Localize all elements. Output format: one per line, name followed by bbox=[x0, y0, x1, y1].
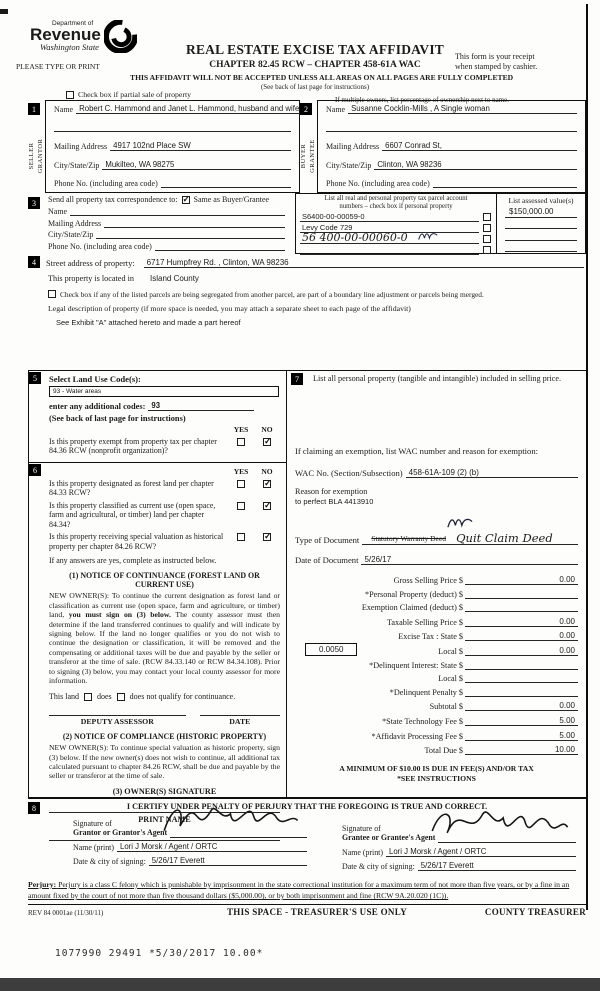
certification-section bbox=[28, 797, 586, 878]
owners-signature-caption: (3) OWNER(S) SIGNATURE bbox=[112, 786, 217, 796]
fee-label-exemption: Exemption Claimed (deduct) $ bbox=[361, 603, 463, 613]
corr-name-line bbox=[70, 207, 285, 216]
form-title: REAL ESTATE EXCISE TAX AFFIDAVIT bbox=[186, 42, 444, 57]
seller-mailing-label: Mailing Address bbox=[54, 142, 108, 151]
parcel-number-4 bbox=[300, 254, 479, 255]
corr-phone-line bbox=[155, 242, 285, 251]
forest-no-checkbox[interactable] bbox=[263, 480, 271, 488]
exempt-no-checkbox[interactable] bbox=[263, 438, 271, 446]
assessed-value-3 bbox=[505, 230, 577, 241]
assessed-value-2 bbox=[505, 219, 577, 230]
fee-label-processing-fee: *Affidavit Processing Fee $ bbox=[371, 731, 463, 741]
fee-label-personal: *Personal Property (deduct) $ bbox=[365, 589, 463, 599]
same-as-buyer-label: Same as Buyer/Grantee bbox=[193, 195, 270, 204]
grantee-name-value: Lori J Morsk / Agent / ORTC bbox=[388, 846, 487, 856]
form-instructions: (See back of last page for instructions) bbox=[260, 83, 370, 91]
logo-state-text: Washington State bbox=[40, 42, 99, 52]
section-3-badge: 3 bbox=[28, 197, 40, 209]
historic-question: Is this property receiving special valuation as historical property per chapter 84.26 RCW? bbox=[49, 532, 224, 551]
parcel-2-checkbox[interactable] bbox=[483, 224, 491, 232]
initials-scribble bbox=[416, 231, 440, 243]
initials-scribble-2 bbox=[445, 516, 475, 531]
correspondence-send-label: Send all property tax correspondence to: bbox=[48, 195, 178, 204]
grantor-date-label: Date & city of signing: bbox=[73, 856, 146, 866]
seller-name-label: Name bbox=[54, 105, 74, 114]
corr-name-label: Name bbox=[48, 206, 68, 216]
seller-phone-label: Phone No. (including area code) bbox=[54, 179, 158, 188]
seller-section bbox=[28, 100, 300, 193]
date-of-document-value: 5/26/17 bbox=[364, 555, 392, 565]
form-subtitle: CHAPTER 82.45 RCW – CHAPTER 458-61A WAC bbox=[209, 60, 421, 70]
forest-land-question: Is this property designated as forest land per chapter 84.33 RCW? bbox=[49, 479, 214, 498]
assessed-values-box bbox=[497, 193, 586, 254]
notice-continuance-title: (1) NOTICE OF CONTINUANCE (FOREST LAND OR CURRENT USE) bbox=[69, 571, 260, 590]
current-use-yes-checkbox[interactable] bbox=[237, 502, 245, 510]
corr-mailing-label: Mailing Address bbox=[48, 218, 102, 228]
if-yes-note: If any answers are yes, complete as instructed below. bbox=[49, 556, 217, 566]
legal-description-value: See Exhibit "A" attached hereto and made a part hereof bbox=[56, 318, 241, 327]
date-line: DATE bbox=[200, 715, 280, 726]
assessed-value-4 bbox=[505, 242, 577, 253]
type-or-print-note: PLEASE TYPE OR PRINT bbox=[16, 62, 100, 71]
fee-amount-taxable: 0.00 bbox=[559, 616, 575, 626]
parcel-levy-code: Levy Code 729 bbox=[300, 223, 479, 233]
classification-section bbox=[29, 463, 286, 841]
fee-label-delinq-interest: *Delinquent Interest: State $ bbox=[369, 660, 463, 670]
struck-document-type: Statutory Warranty Deed bbox=[371, 534, 446, 544]
assessed-value-1: $150,000.00 bbox=[505, 207, 577, 218]
reason-value: to perfect BLA 4413910 bbox=[295, 497, 374, 507]
land-use-title: Select Land Use Code(s): bbox=[49, 374, 141, 384]
type-of-document-label: Type of Document bbox=[295, 535, 360, 546]
parcel-box-header: List all real and personal property tax parcel account numbers – check box if personal property bbox=[324, 195, 468, 210]
print-name-caption: PRINT NAME bbox=[138, 814, 191, 824]
partial-sale-checkbox[interactable] bbox=[66, 91, 74, 99]
does-not-checkbox[interactable] bbox=[117, 693, 125, 701]
notice-compliance-title: (2) NOTICE OF COMPLIANCE (HISTORIC PROPERTY) bbox=[62, 732, 267, 742]
multiple-owners-note: If multiple owners, list percentage of ownership next to name. bbox=[335, 96, 509, 104]
buyer-city-label: City/State/Zip bbox=[326, 161, 372, 170]
this-land-label: This land bbox=[49, 692, 79, 702]
historic-no-checkbox[interactable] bbox=[263, 533, 271, 541]
minimum-fee-note: A MINIMUM OF $10.00 IS DUE IN FEE(S) AND/OR TAX *SEE INSTRUCTIONS bbox=[339, 764, 534, 784]
additional-codes-label: enter any additional codes: bbox=[49, 402, 146, 411]
seller-city-label: City/State/Zip bbox=[54, 161, 100, 170]
street-address-value: 6717 Humpfrey Rd. , Clinton, WA 98236 bbox=[146, 258, 289, 267]
grantor-name-value: Lori J Morsk / Agent / ORTC bbox=[119, 841, 218, 851]
street-address-label: Street address of property: bbox=[46, 259, 135, 268]
certify-statement: I CERTIFY UNDER PENALTY OF PERJURY THAT THE FOREGOING IS TRUE AND CORRECT. bbox=[126, 802, 488, 811]
dor-logo bbox=[30, 20, 137, 55]
fee-label-delinq-local: Local $ bbox=[438, 674, 463, 684]
buyer-mailing-label: Mailing Address bbox=[326, 142, 380, 151]
grantee-signature-line bbox=[438, 834, 576, 843]
parcel-number-handwritten: 56 400-00-00060-0 bbox=[302, 230, 408, 244]
buyer-phone-label: Phone No. (including area code) bbox=[326, 179, 430, 188]
treasurer-space-label: THIS SPACE - TREASURER'S USE ONLY bbox=[226, 907, 408, 917]
fee-label-local: 0.0050 Local $ bbox=[295, 647, 463, 656]
page-edge-line bbox=[586, 4, 588, 910]
fee-label-subtotal: Subtotal $ bbox=[429, 702, 463, 712]
forest-yes-checkbox[interactable] bbox=[237, 480, 245, 488]
fee-label-tech-fee: *State Technology Fee $ bbox=[382, 717, 463, 726]
cashier-stamp: 1077990 29491 *5/30/2017 10.00* bbox=[55, 948, 264, 959]
no-header: NO bbox=[261, 425, 273, 434]
reason-label: Reason for exemption bbox=[295, 487, 368, 497]
parcel-number-1: S6400-00-00059-0 bbox=[300, 212, 479, 222]
grantor-date-value: 5/26/17 Everett bbox=[151, 855, 205, 865]
grantee-name-label: Name (print) bbox=[342, 847, 383, 857]
deputy-assessor-line: DEPUTY ASSESSOR bbox=[49, 715, 186, 726]
left-column bbox=[28, 371, 287, 824]
buyer-side-label: BUYER GRANTEE bbox=[299, 138, 316, 173]
buyer-section bbox=[300, 100, 586, 193]
logo-revenue-text: Revenue bbox=[30, 25, 101, 44]
property-address-section bbox=[28, 256, 584, 327]
wac-value: 458-61A-109 (2) (b) bbox=[408, 468, 479, 478]
corr-city-line bbox=[96, 230, 285, 239]
fee-amount-processing-fee: 5.00 bbox=[559, 730, 575, 740]
grantor-name-label: Name (print) bbox=[73, 842, 114, 852]
fee-amount-local: 0.00 bbox=[559, 646, 575, 656]
seller-mailing-value: 4917 102nd Place SW bbox=[113, 141, 191, 150]
fee-amount-excise-state: 0.00 bbox=[559, 631, 575, 641]
located-in-label: This property is located in bbox=[48, 274, 134, 283]
scan-bottom-edge bbox=[0, 978, 600, 991]
form-revision-number: REV 84 0001ae (11/30/11) bbox=[28, 909, 104, 917]
corr-phone-label: Phone No. (including area code) bbox=[48, 242, 152, 251]
grantee-signature-block: Signature of Grantee or Grantee's Agent Name (print) Lori J Morsk / Agent / ORTC Date & city of signing: 5/26/17 Everett bbox=[342, 819, 576, 871]
segregated-note: Check box if any of the listed parcels are being segregated from another parcel, are part of a boundary line adjustment or parcels being merged. bbox=[60, 290, 484, 299]
buyer-mailing-value: 6607 Conrad St, bbox=[385, 141, 442, 150]
buyer-phone-line bbox=[433, 179, 577, 188]
personal-property-note: List all personal property (tangible and intangible) included in selling price. bbox=[313, 374, 562, 383]
fee-label-total-due: Total Due $ bbox=[424, 746, 463, 756]
section-8-badge: 8 bbox=[28, 802, 40, 814]
grantee-date-label: Date & city of signing: bbox=[342, 861, 415, 871]
grantor-signature-block: Signature of Grantor or Grantor's Agent Name (print) Lori J Morsk / Agent / ORTC Date & city of signing: 5/26/17 Everett bbox=[73, 819, 307, 871]
seller-name-line2 bbox=[54, 123, 291, 132]
seller-city-value: Mukilteo, WA 98275 bbox=[105, 160, 175, 169]
buyer-name-value: Susanne Cocklin-Mills , A Single woman bbox=[351, 104, 490, 113]
additional-codes-value: 93 bbox=[151, 401, 161, 410]
exemption-claim-label: If claiming an exemption, list WAC number and reason for exemption: bbox=[295, 446, 539, 457]
section-2-badge: 2 bbox=[300, 103, 312, 115]
partial-sale-label: Check box if partial sale of property bbox=[78, 90, 192, 99]
section-6-badge: 6 bbox=[29, 464, 41, 476]
no-header-2: NO bbox=[261, 467, 273, 476]
fee-amount-total-due: 10.00 bbox=[554, 745, 575, 755]
local-rate-box: 0.0050 bbox=[305, 643, 357, 656]
fee-amount-gross: 0.00 bbox=[559, 575, 575, 585]
fee-label-gross: Gross Selling Price $ bbox=[393, 576, 463, 586]
does-not-label: does not qualify for continuance. bbox=[129, 692, 236, 702]
notice-compliance-text: NEW OWNER(S): To continue special valuation as historic property, sign (3) below. If the new owner(s) does not wish to continue, all additional tax calculated pursuant to chapter 84.26 RCW, shall be due and payable by the seller or transferor at the time of sale. bbox=[49, 743, 280, 781]
buyer-name-line2 bbox=[326, 123, 577, 132]
does-label: does bbox=[97, 692, 112, 702]
section-4-badge: 4 bbox=[28, 256, 40, 268]
corr-mailing-line bbox=[104, 219, 285, 228]
section-1-badge: 1 bbox=[28, 103, 40, 115]
county-treasurer-label: COUNTY TREASURER bbox=[484, 907, 586, 917]
parcel-numbers-box bbox=[295, 193, 497, 254]
same-as-buyer-checkbox[interactable] bbox=[182, 196, 190, 204]
seller-phone-line bbox=[161, 179, 291, 188]
exempt-yes-checkbox[interactable] bbox=[237, 438, 245, 446]
form-warning: THIS AFFIDAVIT WILL NOT BE ACCEPTED UNLESS ALL AREAS ON ALL PAGES ARE FULLY COMPLETED bbox=[130, 73, 514, 82]
scan-artifact bbox=[0, 9, 8, 14]
right-column bbox=[287, 371, 586, 797]
correspondence-section bbox=[28, 193, 295, 254]
fee-amount-tech-fee: 5.00 bbox=[559, 716, 575, 725]
yes-header: YES bbox=[233, 425, 249, 434]
fee-amount-subtotal: 0.00 bbox=[559, 701, 575, 711]
corr-city-label: City/State/Zip bbox=[48, 230, 94, 240]
parcel-1-checkbox[interactable] bbox=[483, 213, 491, 221]
historic-yes-checkbox[interactable] bbox=[237, 533, 245, 541]
date-of-document-label: Date of Document bbox=[295, 555, 359, 566]
yes-header-2: YES bbox=[233, 467, 249, 476]
exempt-question: Is this property exempt from property tax per chapter 84.36 RCW (nonprofit organization)? bbox=[49, 437, 217, 456]
county-value: Island County bbox=[150, 274, 199, 283]
buyer-name-label: Name bbox=[326, 105, 346, 114]
grantor-signature-line bbox=[170, 829, 307, 838]
assessed-header: List assessed value(s) bbox=[508, 196, 574, 205]
does-checkbox[interactable] bbox=[84, 693, 92, 701]
handwritten-document-type: Quit Claim Deed bbox=[456, 531, 553, 546]
parcel-4-checkbox[interactable] bbox=[483, 246, 491, 254]
seller-name-value: Robert C. Hammond and Janet L. Hammond, husband and wife bbox=[79, 104, 300, 113]
logo-dept-text: Department of bbox=[52, 20, 94, 27]
land-use-select[interactable]: 93 - Water areas bbox=[49, 386, 279, 397]
perjury-notice: Perjury: Perjury is a class C felony which is punishable by imprisonment in the state correctional institution for a maximum term of not more than five years, or by a fine in an amount fixed by the court of not more than five thousand dollars ($5,000.00), or by both imprisonment and fine (RCW 9A.20.020 (1C)). bbox=[28, 879, 586, 905]
seller-side-label: SELLER GRANTOR bbox=[27, 138, 44, 173]
notice-continuance-text: NEW OWNER(S): To continue the current designation as forest land or classification as current use (open space, farm and agriculture, or timber) land, you must sign on (3) below. The county assessor must then determine if the land transferred continues to qualify and will indicate by signing below. If the land no longer qualifies or you do not wish to continue the designation or classification, it will be removed and the compensating or additional taxes will be due and payable by the seller or transferor at the time of sale. (RCW 84.33.140 or RCW 84.34.108). Prior to signing (3) below, you may contact your local county assessor for more information. bbox=[49, 591, 280, 685]
see-back-note: (See back of last page for instructions) bbox=[49, 414, 186, 423]
legal-description-label: Legal description of property (if more space is needed, you may attach a separate sheet to each page of the affidavit) bbox=[48, 304, 411, 313]
grantee-date-value: 5/26/17 Everett bbox=[420, 860, 474, 870]
fee-label-delinq-penalty: *Delinquent Penalty $ bbox=[389, 687, 463, 697]
wac-label: WAC No. (Section/Subsection) bbox=[295, 468, 403, 479]
buyer-city-value: Clinton, WA 98236 bbox=[377, 160, 442, 169]
fees-table bbox=[295, 575, 578, 755]
receipt-note: This form is your receipt when stamped by cashier. bbox=[455, 52, 538, 71]
segregated-checkbox[interactable] bbox=[48, 290, 56, 298]
fee-label-taxable: Taxable Selling Price $ bbox=[386, 617, 463, 627]
parcel-3-checkbox[interactable] bbox=[483, 235, 491, 243]
current-use-question: Is this property classified as current use (open space, farm and agricultural, or timber) land per chapter 84.34? bbox=[49, 500, 216, 529]
fee-label-excise-state: Excise Tax : State $ bbox=[398, 632, 463, 642]
section-7-badge: 7 bbox=[291, 373, 303, 385]
land-use-section bbox=[29, 371, 286, 463]
current-use-no-checkbox[interactable] bbox=[263, 502, 271, 510]
section-5-badge: 5 bbox=[29, 372, 41, 384]
